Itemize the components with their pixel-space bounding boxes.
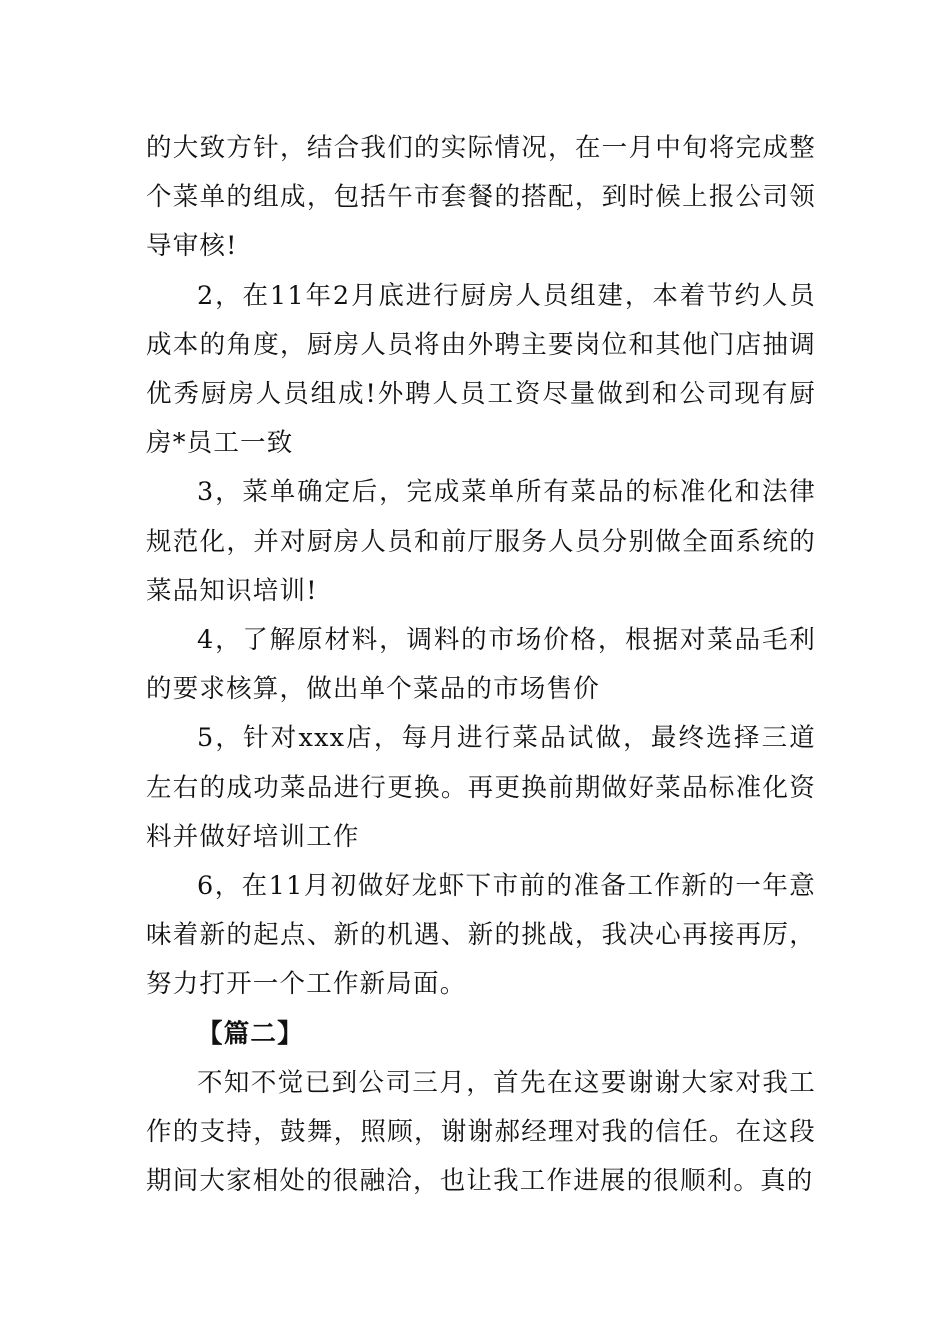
section-heading: 【篇二】 — [197, 1018, 304, 1049]
paragraph-item-3: 3，菜单确定后，完成菜单所有菜品的标准化和法律规范化，并对厨房人员和前厅服务人员分别做全面系统的菜品知识培训! — [146, 477, 816, 606]
paragraph-item-2: 2，在11年2月底进行厨房人员组建，本着节约人员成本的角度，厨房人员将由外聘主要岗位和其他门店抽调优秀厨房人员组成!外聘人员工资尽量做到和公司现有厨房*员工一致 — [146, 280, 816, 459]
paragraph-item-5: 5，针对xxx店，每月进行菜品试做，最终选择三道左右的成功菜品进行更换。再更换前期做好菜品标准化资料并做好培训工作 — [146, 723, 816, 852]
paragraph-continuation: 的大致方针，结合我们的实际情况，在一月中旬将完成整个菜单的组成，包括午市套餐的搭配，到时候上报公司领导审核! — [146, 133, 816, 262]
paragraph-item-6: 6，在11月初做好龙虾下市前的准备工作新的一年意味着新的起点、新的机遇、新的挑战，我决心再接再厉，努力打开一个工作新局面。 — [146, 871, 816, 1000]
paragraph-item-4: 4，了解原材料，调料的市场价格，根据对菜品毛利的要求核算，做出单个菜品的市场售价 — [146, 625, 816, 705]
section-paragraph: 不知不觉已到公司三月，首先在这要谢谢大家对我工作的支持，鼓舞，照顾，谢谢郝经理对我的信任。在这段期间大家相处的很融洽，也让我工作进展的很顺利。真的 — [146, 1067, 816, 1197]
document-body — [146, 124, 816, 1206]
